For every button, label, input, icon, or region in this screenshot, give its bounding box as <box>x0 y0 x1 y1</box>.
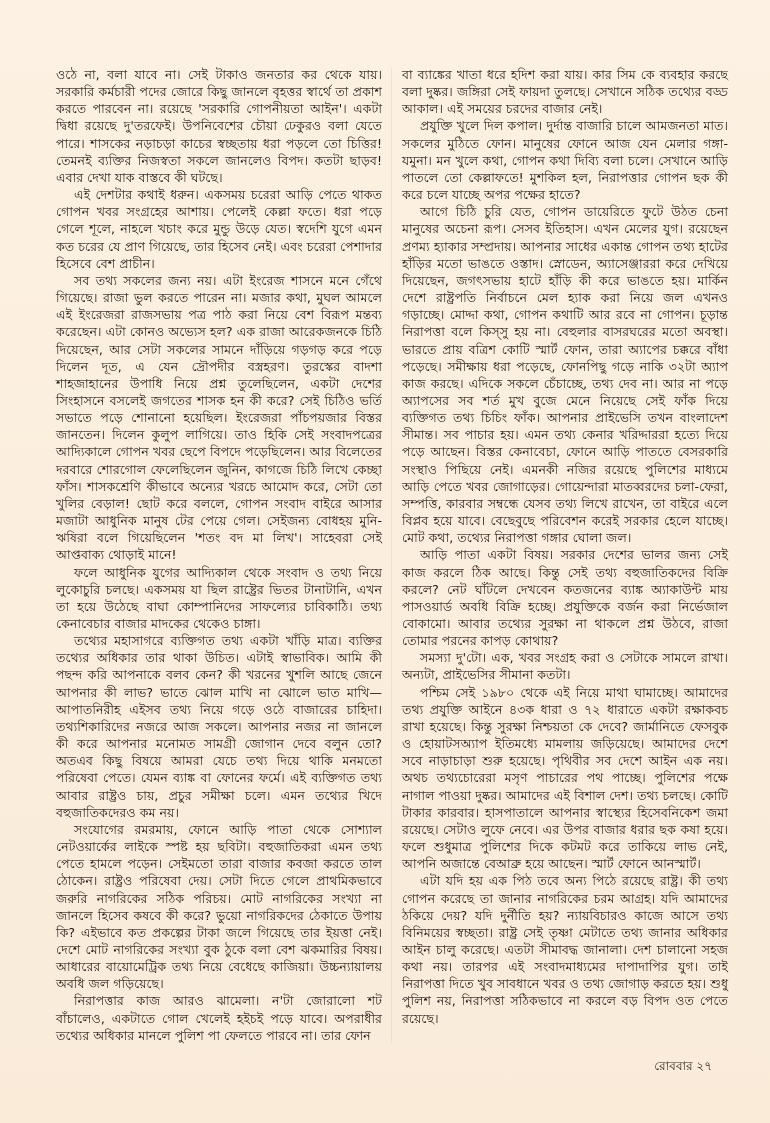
paragraph: সংযোগের রমরমায়, ফোনে আড়ি পাতা থেকে সোশ্যাল নেটওয়ার্কের লাইকে স্পষ্ট হয় ছবিটা। বহুজাতিকরা এমন তথ্য পেতে হামলে পড়েন। সেইমতো তারা বাজার কবজা করতে তাল ঠোকেন। রাষ্ট্রও পরিষেবা দেয়। সেটা দিতে গেলে প্রাথমিকভাবে জরুরি নাগরিকের সঠিক পরিচয়। মোট নাগরিকের সংখ্যা না জানলে হিসেব কষবে কী করে? ভুয়ো নাগরিকদের ঠেকাতে উপায় কি? এইভাবে কত প্রকল্পের টাকা জলে গিয়েছে তার ইয়ত্তা নেই। দেশে মোট নাগরিকের সংখ্যা বুক ঠুকে বলা বেশ ঝকমারির বিষয়। আধারের বায়োমেট্রিক তথ্য নিয়ে বেধেছে কাজিয়া। উচ্চন্যায়ালয় অবধি জল গড়িয়েছে। <box>56 821 382 992</box>
paragraph: আড়ি পাতা একটা বিষয়। সরকার দেশের ভালর জন্য সেই কাজ করলে ঠিক আছে। কিন্তু সেই তথ্য বহুজাতিকদের বিক্রি করলে? নেট ঘাঁটলে দেখবেন কতজনের ব্যাঙ্ক অ্যাকাউন্ট মায় পাসওয়ার্ড অবধি বিক্রি হচ্ছে। প্রযুক্তিকে বর্জন করা নির্ভেজাল বোকামো। আবার তথ্যের সুরক্ষা না থাকলে প্রশ্ন উঠবে, রাজা তোমার পরনের কাপড় কোথায়? <box>402 547 728 649</box>
paragraph: বা ব্যাঙ্কের খাতা ধরে হদিশ করা যায়। কার সিম কে ব্যবহার করছে বলা দুষ্কর। জঙ্গিরা সেই ফায়দা তুলছে। সেখানে সঠিক তথ্যের বড্ড আকাল। এই সময়ের চরদের বাজার নেই। <box>402 67 728 117</box>
paragraph: আগে চিঠি চুরি যেত, গোপন ডায়েরিতে ফুটে উঠত চেনা মানুষের অচেনা রূপ। সেসব ইতিহাস। এখন মেলের যুগ। রয়েছেন প্রণম্য হ্যাকার সম্প্রদায়। আপনার সাধের একান্ত গোপন তথ্য হাটের হাঁড়ির মতো ভাঙতে ওস্তাদ। স্নোডেন, অ্যাসেঞ্জাররা করে দেখিয়ে দিয়েছেন, জগৎসভায় হাটে হাঁড়ি কী করে ভাঙতে হয়। মার্কিন দেশে রাষ্ট্রপতি নির্বাচনে মেল হ্যাক করা নিয়ে জল এখনও গড়াচ্ছে। মোদ্দা কথা, গোপন কথাটি আর রবে না গোপন। চূড়ান্ত নিরাপত্তা বলে কিস্সু হয় না। বেহুলার বাসরঘরের মতো অবস্থা। ভারতে প্রায় বত্রিশ কোটি স্মার্ট ফোন, তারা অ্যাপের চক্করে বাঁধা পড়েছে। সমীক্ষায় ধরা পড়েছে, ফোনপিছু গড়ে নাকি ৩২টা অ্যাপ কাজ করছে। এদিকে সকলে চেঁচাচ্ছে, তথ্য দেব না। আর না পড়ে অ্যাপসের সব শর্ত মুখ বুজে মেনে নিয়েছে সেই ফাঁক দিয়ে ব্যক্তিগত তথ্য চিচিং ফাঁক। আপনার প্রাইভেসি তখন বাংলাদেশ সীমান্ত। সব পাচার হয়। এমন তথ্য কেনার খরিদ্দাররা হত্যে দিয়ে পড়ে আছেন। বিস্তর কেনাবেচা, ফোনে আড়ি পাততে বেসরকারি সংস্থাও পিছিয়ে নেই। এমনকী নজির রয়েছে পুলিশের মাধ্যমে আড়ি পেতে খবর জোগাড়ের। গোয়েন্দারা মাতব্বরদের চলা-ফেরা, সম্পত্তি, কারবার সম্বন্ধে যেসব তথ্য লিখে রাখেন, তা বাইরে এলে বিপ্লব হয়ে যাবে। বেছেবুছে পরিবেশন করেই সরকার হেলে যাচ্ছে। মোট কথা, তথ্যের নিরাপত্তা গঙ্গার ঘোলা জল। <box>402 204 728 546</box>
paragraph: প্রযুক্তি খুলে দিল কপাল। দুর্দান্ত বাজারি চালে আমজনতা মাত। সকলের মুঠিতে ফোন। মানুষের ফোনে আজ যেন মেলার গঙ্গা-যমুনা। মন খুলে কথা, গোপন কথা দিব্যি বলা চলে। সেখানে আড়ি পাতলে তো কেল্লাফতে! মুশকিল হল, নিরাপত্তার গোপন ছক কী করে চলে যাচ্ছে অপর পক্ষের হাতে? <box>402 118 728 203</box>
page-footer: রোববার ২৭ <box>654 1059 712 1073</box>
paragraph: ওঠে না, বলা যাবে না। সেই টাকাও জনতার কর থেকে যায়। সরকারি কর্মচারী পদের জোরে কিছু জানলে বৃহত্তর স্বার্থে তা প্রকাশ করতে পারবেন না। রয়েছে 'সরকারি গোপনীয়তা আইন'। একটা দ্বিধা রয়েছে দু'তরফেই। উপনিবেশের চৌয়া ঢেকুরও বলা যেতে পারে। শাসকের নড়াচড়া কাচের স্বচ্ছতায় ধরা পড়লে তো চিত্তির! তেমনই ব্যক্তির নিজস্বতা সকলে জানলেও বিপদ। কতটা ছাড়ব! এবার দেখা যাক বাস্তবে কী ঘটছে। <box>56 67 382 185</box>
paragraph: নিরাপত্তার কাজ আরও ঝামেলা। ন'টা জোরালো শট বাঁচালেও, একটাতে গোল খেলেই হইচই পড়ে যাবে। অপরাধীর তথ্যের অধিকার মানলে পুলিশ পা ফেলতে পারবে না। তার ফোন <box>56 993 382 1043</box>
paragraph: এই দেশটার কথাই ধরুন। একসময় চরেরা আড়ি পেতে থাকত গোপন খবর সংগ্রহের আশায়। পেলেই কেল্লা ফতে। ধরা পড়ে গেলে শূলে, নাহলে খচাং করে মুন্ডু উড়ে যেত। স্বদেশি যুগে এমন কত চরের যে প্রাণ গিয়েছে, তার হিসেব নেই। এবং চরেরা পেশাদার হিসেবে বেশ প্রাচীন। <box>56 187 382 271</box>
paragraph: ফলে আধুনিক যুগের আদ্যিকাল থেকে সংবাদ ও তথ্য নিয়ে লুকোচুরি চলছে। একসময় যা ছিল রাষ্ট্রের ভিতর টানাটানি, এখন তা হয়ে উঠেছে বাঘা কোম্পানিদের সাফল্যের চাবিকাঠি। তথ্য কেনাবেচার বাজার মাদকের থেকেও চাঙ্গা। <box>56 564 382 631</box>
paragraph: এটা যদি হয় এক পিঠ তবে অন্য পিঠে রয়েছে রাষ্ট্র। কী তথ্য গোপন করেছে তা জানার নাগরিকের চরম আগ্রহ। যদি আমাদের ঠকিয়ে দেয়? যদি দুর্নীতি হয়? ন্যায়বিচারও কাজে আসে তথ্য বিনিময়ের স্বচ্ছতা। রাষ্ট্র সেই তৃষ্ণা মেটাতে তথ্য জানার অধিকার আইন চালু করেছে। এতটা সীমাবদ্ধ জানালা। দেশ চালানো সহজ কথা নয়। তারপর এই সংবাদমাধ্যমের দাপাদাপির যুগ। তাই নিরাপত্তা দিতে খুব সাবধানে খবর ও তথ্য জোগাড় করতে হয়। শুধু পুলিশ নয়, নিরাপত্তা সঠিকভাবে না করলে বড় বিপদ ওত পেতে রয়েছে। <box>402 873 728 1026</box>
paragraph: পশ্চিম সেই ১৯৮০ থেকে এই নিয়ে মাথা ঘামাচ্ছে। আমাদের তথ্য প্রযুক্তি আইনে ৪৩ক ধারা ও ৭২ ধারাতে একটা রক্ষাকবচ রাখা হয়েছে। কিন্তু সুরক্ষা নিশ্চয়তা কে দেবে? জার্মানিতে ফেসবুক ও হোয়াটসঅ্যাপ ইতিমধ্যে মামলায় জড়িয়েছে। আমাদের দেশে সবে নাড়াচাড়া শুরু হয়েছে। পৃথিবীর সব দেশে আইন এক নয়। অথচ তথ্যচোরেরা মসৃণ পাচারের পথ পাচ্ছে। পুলিশের পক্ষে নাগাল পাওয়া দুষ্কর। আমাদের এই বিশাল দেশ। তথ্য চলছে। কোটি টাকার কারবার। হাসপাতালে আপনার স্বাস্থ্যের হিসেবনিকেশ জমা রয়েছে। সেটাও লুফে নেবে। এর উপর বাজার ধরার ছক কষা হয়ে। ফলে শুধুমাত্র পুলিশের দিকে কটমট করে তাকিয়ে লাভ নেই, আপনি অজান্তে বেআব্রু হয়ে আছেন। স্মার্ট ফোনে আনস্মার্ট। <box>402 684 728 872</box>
paragraph: সব তথ্য সকলের জন্য নয়। এটা ইংরেজ শাসনে মনে গেঁথে গিয়েছে। রাজা ভুল করতে পারেন না। মজার কথা, মুঘল আমলে এই ইংরেজরা রাজসভায় পত্র পাঠ করা নিয়ে বেশ বিরূপ মন্তব্য করেছেন। এটা কোনও অভ্যেস হল? এক রাজা আরেকজনকে চিঠি দিয়েছেন, আর সেটা সকলের সামনে দাঁড়িয়ে গড়গড় করে পড়ে দিলেন দূত, এ যেন দ্রৌপদীর বস্ত্রহরণ। তুরস্কের বাদশা শাহজাহানের উপাধি নিয়ে প্রশ্ন তুলেছিলেন, একটা দেশের সিংহাসনে বসলেই জগতের শাসক হন কী করে? সেই চিঠিও ভর্তি সভাতে পড়ে শোনানো হয়েছিল। ইংরেজরা পাঁচপয়জার বিস্তর জানতেন। দিলেন কুলুপ লাগিয়ে। তাও হিকি সেই সংবাদপত্রের আদ্যিকালে গোপন খবর ছেপে বিপদে পড়েছিলেন। আর বিলেতের দরবারে শোরগোল ফেলেছিলেন জুনিন, কাগজে চিঠি লিখে কেচ্ছা ফাঁস। শাসকশ্রেণি কীভাবে অন্যের খরচে আমোদ করে, সেটা তো খুলির বেড়াল! ছোট করে বললে, গোপন সংবাদ বাইরে আসার মজাটা আধুনিক মানুষ টের পেয়ে গেল। সেইজন্য বোধহয় মুনি-ঋষিরা বলে গিয়েছিলেন 'শতং বদ মা লিখ'। সাহেবরা সেই আপ্তবাক্য থোড়াই মানে! <box>56 272 382 563</box>
column-divider <box>391 68 392 1043</box>
right-column <box>402 66 728 1027</box>
left-column <box>56 66 382 1044</box>
paragraph: সমস্যা দু'টো। এক, খবর সংগ্রহ করা ও সেটাকে সামলে রাখা। অন্যটা, প্রাইভেসির সীমানা কতটা। <box>402 650 728 683</box>
paragraph: তথ্যের মহাসাগরে ব্যক্তিগত তথ্য একটা খাঁড়ি মাত্র। ব্যক্তির তথ্যের অধিকার তার থাকা উচিত। এটাই স্বাভাবিক। আমি কী পছন্দ করি আপনাকে বলব কেন? কী খরনের খুশলি আছে জেনে আপনার কী লাভ? ভাতে ঝোল মাখি না ঝোলে ভাত মাখি— আপাতনিরীহ এইসব তথ্য নিয়ে গড়ে ওঠে বাজারের চাহিদা। তথ্যশিকারিদের নজরে আজ সকলে। আপনার নজর না জানলে কী করে আপনার মনোমত সামগ্রী জোগান দেবে বলুন তো? অতএব কিছু বিষয়ে আমরা যেচে তথ্য দিয়ে থাকি মনমতো পরিষেবা পেতে। যেমন ব্যাঙ্ক বা ফোনের ফর্মে। এই ব্যক্তিগত তথ্য আবার রাষ্ট্রও চায়, প্রচুর সমীক্ষা চলে। এমন তথ্যের খিদে বহুজাতিকদেরও কম নয়। <box>56 633 382 820</box>
